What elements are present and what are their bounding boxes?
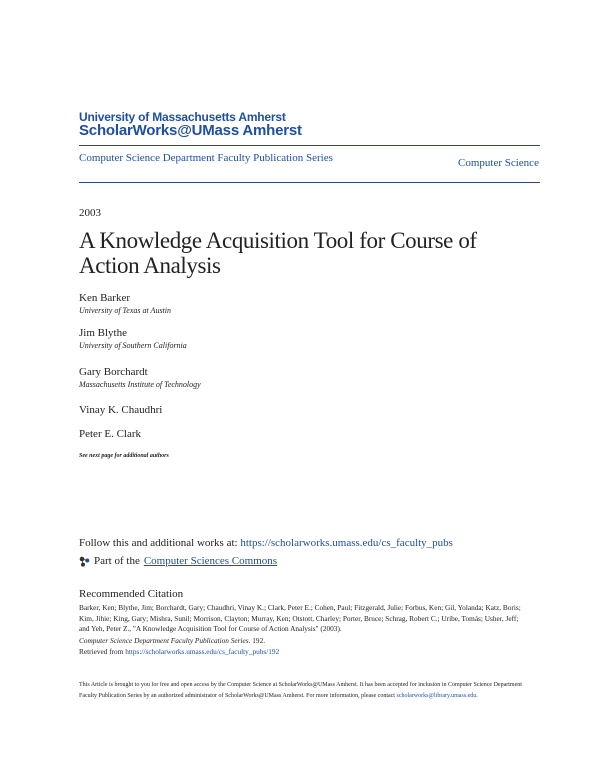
citation-journal-suffix: . 192. [248,636,266,645]
author-affiliation: University of Texas at Austin [79,306,171,315]
see-next-page-note: See next page for additional authors [79,453,169,459]
header-divider-top [79,145,540,146]
citation-journal: Computer Science Department Faculty Publication Series [79,636,249,645]
author-name: Ken Barker [79,292,131,304]
footer-notice [79,680,524,702]
commons-link[interactable]: Computer Sciences Commons [143,555,278,567]
author-affiliation: University of Southern California [79,341,187,350]
header-divider-bottom [79,182,540,183]
follow-line [79,537,453,549]
author-affiliation: Massachusetts Institute of Technology [79,380,201,389]
recommended-citation-heading: Recommended Citation [79,588,184,600]
part-of-text: Part of the [94,555,140,567]
university-name: University of Massachusetts Amherst [79,110,286,124]
follow-link[interactable]: https://scholarworks.umass.edu/cs_faculty_pubs [240,537,453,549]
footer-text: This Article is brought to you for free and open access by the Computer Science at ScholarWorks@UMass Amherst. It has been accepted for inclusion in Computer Science Department Faculty Publication Series by an authorized administrator of ScholarWorks@UMass Amherst. For more information, please contact [79,682,522,699]
citation-journal-line [79,636,265,645]
paper-title: A Knowledge Acquisition Tool for Course of Action Analysis [79,228,477,278]
repository-name[interactable]: ScholarWorks@UMass Amherst [79,122,302,139]
retrieved-link[interactable]: https://scholarworks.umass.edu/cs_faculty_pubs/192 [125,647,280,656]
department-link[interactable]: Computer Science [458,157,539,169]
publication-year: 2003 [79,207,101,219]
retrieved-line [79,647,279,656]
series-link[interactable]: Computer Science Department Faculty Publication Series [79,152,333,164]
commons-network-icon [79,556,90,567]
author-name: Jim Blythe [79,327,127,339]
follow-text: Follow this and additional works at: [79,537,241,549]
footer-email-link[interactable]: scholarworks@library.umass.edu [396,693,477,699]
part-of-line [79,555,277,567]
author-name: Gary Borchardt [79,366,148,378]
citation-text: Barker, Ken; Blythe, Jim; Borchardt, Gary; Chaudhri, Vinay K.; Clark, Peter E.; Cohen, Paul; Fitzgerald, Julie; Forbus, Ken; Gil, Yolanda; Katz, Boris; Kim, Jihie; King, Gary; Mishra, Sunil; Morrison, Clayton; Murray, Ken; Otstott, Charley; Porter, Bruce; Schrag, Robert C.; Uribe, Tomás; Usher, Jeff; and Yeh, Peter Z., "A Knowledge Acquisition Tool for Course of Action Analysis" (2003). [79,603,521,633]
author-name: Vinay K. Chaudhri [79,404,163,416]
retrieved-text: Retrieved from [79,647,126,656]
footer-end: . [476,693,478,699]
author-name: Peter E. Clark [79,428,142,440]
